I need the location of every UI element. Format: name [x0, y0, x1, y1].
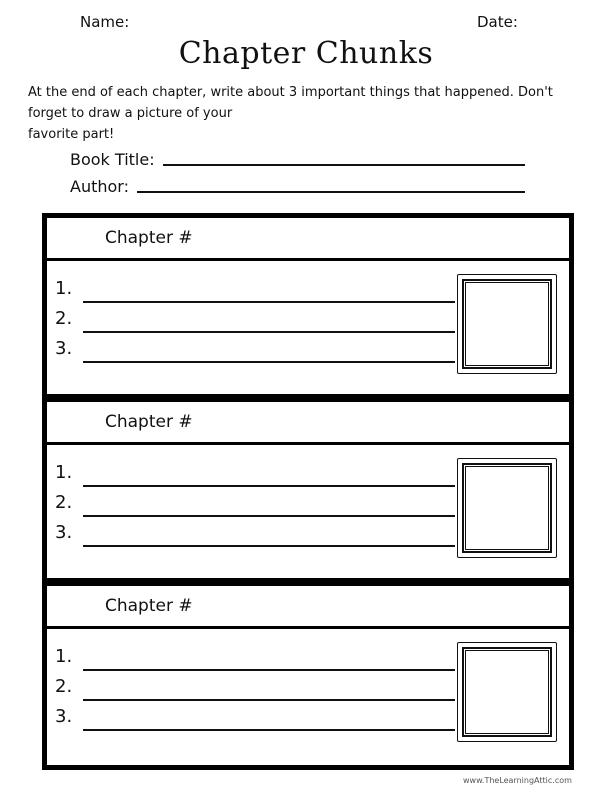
- write-line-2[interactable]: [83, 515, 455, 517]
- write-line-3[interactable]: [83, 545, 455, 547]
- instructions: [28, 82, 588, 145]
- chapter-block-1: [47, 218, 569, 394]
- item-number-1: 1.: [55, 278, 73, 299]
- author-label: Author:: [70, 177, 129, 196]
- chapter-header-2: [47, 402, 569, 445]
- book-title-field: [70, 150, 525, 169]
- name-label: Name:: [80, 13, 130, 31]
- item-number-2: 2.: [55, 308, 73, 329]
- write-line-1[interactable]: [83, 669, 455, 671]
- instructions-line-3: favorite part!: [28, 127, 115, 142]
- page-title: Chapter Chunks: [178, 36, 434, 71]
- write-line-3[interactable]: [83, 729, 455, 731]
- date-label: Date:: [477, 13, 518, 31]
- item-number-3: 3.: [55, 706, 73, 727]
- chapter-block-2: [47, 402, 569, 578]
- instructions-line-2: forget to draw a picture of your: [28, 106, 233, 121]
- chapter-header-1: [47, 218, 569, 261]
- item-number-3: 3.: [55, 338, 73, 359]
- item-number-2: 2.: [55, 676, 73, 697]
- write-line-2[interactable]: [83, 699, 455, 701]
- picture-frame-icon[interactable]: [457, 274, 557, 374]
- item-number-1: 1.: [55, 646, 73, 667]
- chapter-label: Chapter #: [105, 228, 193, 248]
- write-line-1[interactable]: [83, 485, 455, 487]
- write-line-1[interactable]: [83, 301, 455, 303]
- book-title-line[interactable]: [163, 164, 525, 166]
- author-line[interactable]: [137, 191, 525, 193]
- item-number-1: 1.: [55, 462, 73, 483]
- write-line-2[interactable]: [83, 331, 455, 333]
- picture-frame-icon[interactable]: [457, 642, 557, 742]
- item-number-3: 3.: [55, 522, 73, 543]
- item-number-2: 2.: [55, 492, 73, 513]
- chapter-block-3: [47, 586, 569, 765]
- picture-frame-icon[interactable]: [457, 458, 557, 558]
- write-line-3[interactable]: [83, 361, 455, 363]
- instructions-line-1: At the end of each chapter, write about 3 important things that happened. Don't: [28, 85, 553, 100]
- book-title-label: Book Title:: [70, 150, 155, 169]
- chapters-frame: [42, 213, 574, 770]
- chapter-label: Chapter #: [105, 412, 193, 432]
- chapter-header-3: [47, 586, 569, 629]
- website-credit: www.TheLearningAttic.com: [463, 776, 572, 785]
- author-field: [70, 177, 525, 196]
- chapter-label: Chapter #: [105, 596, 193, 616]
